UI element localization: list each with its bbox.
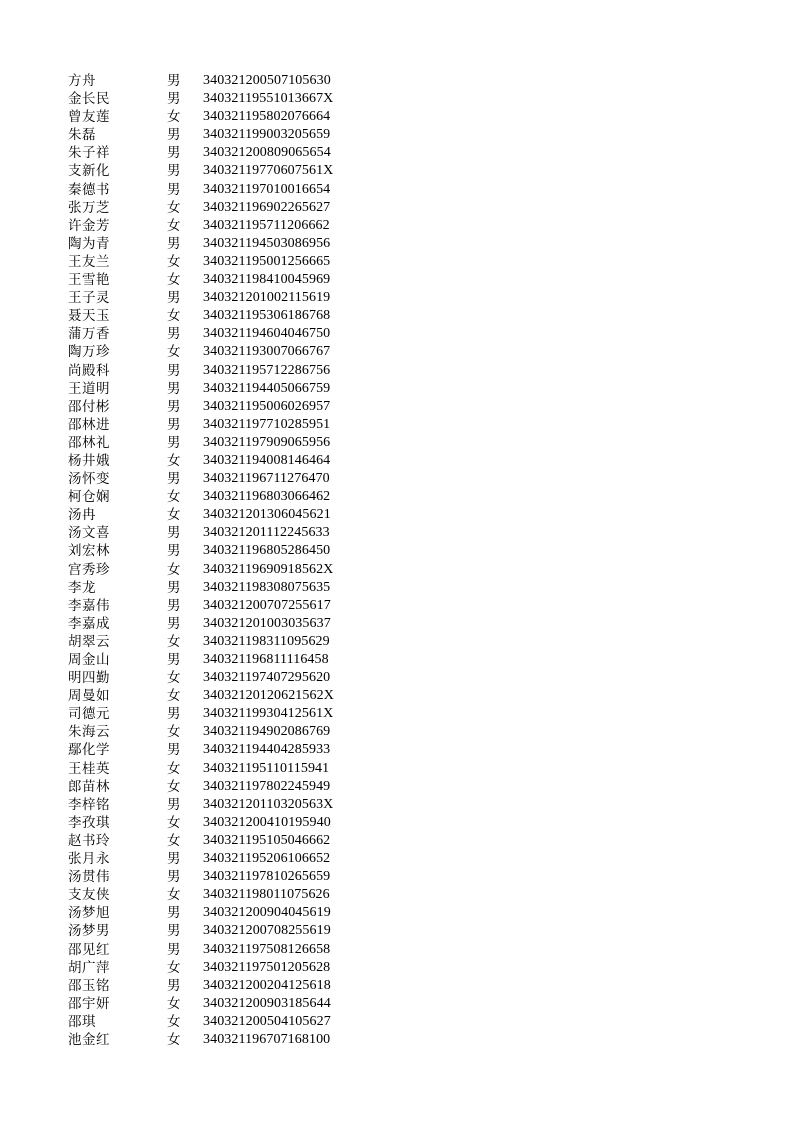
list-item <box>0 868 793 886</box>
person-id-number: 340321195105046662 <box>203 832 331 848</box>
list-item <box>0 416 793 434</box>
person-name: 邵林礼 <box>68 434 110 451</box>
person-id-number: 340321198308075635 <box>203 579 331 595</box>
list-item <box>0 723 793 741</box>
person-name: 宫秀珍 <box>68 561 110 578</box>
person-gender: 女 <box>167 760 181 777</box>
person-id-number: 340321200410195940 <box>203 814 331 830</box>
person-id-number: 340321198311095629 <box>203 633 330 649</box>
list-item <box>0 72 793 90</box>
person-id-number: 340321197802245949 <box>203 778 331 794</box>
person-id-number: 340321195712286756 <box>203 362 331 378</box>
person-name: 胡广萍 <box>68 959 110 976</box>
person-name: 赵书玲 <box>68 832 110 849</box>
person-gender: 女 <box>167 344 181 361</box>
person-name: 李孜琪 <box>68 814 110 831</box>
person-gender: 男 <box>167 742 181 759</box>
person-gender: 男 <box>167 652 181 668</box>
person-gender: 男 <box>167 615 181 632</box>
person-name: 汤贯伟 <box>68 869 110 886</box>
person-name: 王雪艳 <box>68 272 110 289</box>
person-gender: 男 <box>167 905 181 922</box>
list-item <box>0 633 793 651</box>
person-name: 杨井娥 <box>68 452 110 469</box>
person-id-number: 340321196707168100 <box>203 1031 331 1047</box>
person-gender: 男 <box>167 706 181 723</box>
person-name: 尚殿科 <box>68 362 110 379</box>
person-id-number: 340321194604046750 <box>203 326 331 342</box>
list-item <box>0 850 793 868</box>
list-item <box>0 1031 793 1049</box>
person-id-number: 340321196805286450 <box>203 543 331 559</box>
person-id-number: 340321197810265659 <box>203 869 331 885</box>
list-item <box>0 941 793 959</box>
person-name: 支友侠 <box>68 887 110 904</box>
list-item <box>0 398 793 416</box>
person-gender: 男 <box>167 398 181 415</box>
person-name: 王桂英 <box>68 760 110 777</box>
person-gender: 女 <box>167 778 181 795</box>
person-id-number: 340321201112245633 <box>203 525 330 541</box>
person-name: 王子灵 <box>68 290 110 307</box>
person-id-number: 340321200904045619 <box>203 905 331 921</box>
person-id-number: 340321195306186768 <box>203 308 331 324</box>
person-gender: 女 <box>167 308 181 325</box>
list-item <box>0 271 793 289</box>
person-id-number: 34032119690918562X <box>203 561 334 577</box>
list-item <box>0 741 793 759</box>
person-id-number: 340321195711206662 <box>203 217 330 233</box>
person-name: 许金芳 <box>68 217 110 234</box>
person-gender: 男 <box>167 163 181 180</box>
person-gender: 女 <box>167 724 181 741</box>
person-gender: 女 <box>167 109 181 126</box>
list-item <box>0 705 793 723</box>
list-item <box>0 832 793 850</box>
list-item <box>0 886 793 904</box>
list-item <box>0 542 793 560</box>
person-gender: 女 <box>167 489 181 506</box>
person-name: 汤冉 <box>68 507 96 524</box>
person-name: 汤梦旭 <box>68 905 110 922</box>
list-item <box>0 524 793 542</box>
person-gender: 男 <box>167 434 181 451</box>
person-name: 陶为青 <box>68 235 110 252</box>
person-gender: 男 <box>167 977 181 994</box>
person-name: 汤怀变 <box>68 471 110 488</box>
person-id-number: 340321200504105627 <box>203 1013 331 1029</box>
person-name: 支新化 <box>68 163 110 180</box>
person-id-number: 340321194008146464 <box>203 452 331 468</box>
list-item <box>0 814 793 832</box>
person-gender: 女 <box>167 199 181 216</box>
list-item <box>0 90 793 108</box>
person-name: 鄢化学 <box>68 742 110 759</box>
list-item <box>0 922 793 940</box>
list-item <box>0 778 793 796</box>
list-item <box>0 488 793 506</box>
person-gender: 男 <box>167 290 181 307</box>
person-id-number: 34032120110320563X <box>203 796 334 812</box>
person-id-number: 340321194902086769 <box>203 724 331 740</box>
person-id-number: 340321197909065956 <box>203 434 331 450</box>
person-id-number: 340321196902265627 <box>203 199 331 215</box>
person-id-number: 340321198410045969 <box>203 272 331 288</box>
person-name: 王友兰 <box>68 253 110 270</box>
list-item <box>0 796 793 814</box>
person-id-number: 340321194405066759 <box>203 380 331 396</box>
person-name: 张月永 <box>68 851 110 868</box>
list-item <box>0 760 793 778</box>
person-id-number: 34032119770607561X <box>203 163 334 179</box>
person-gender: 女 <box>167 688 181 705</box>
person-name: 郎苗林 <box>68 778 110 795</box>
person-gender: 女 <box>167 253 181 270</box>
list-item <box>0 597 793 615</box>
person-gender: 男 <box>167 869 181 886</box>
person-name: 朱海云 <box>68 724 110 741</box>
person-id-number: 340321195110115941 <box>203 760 330 776</box>
person-id-number: 340321197508126658 <box>203 941 331 957</box>
person-gender: 男 <box>167 235 181 252</box>
person-id-number: 340321197710285951 <box>203 416 331 432</box>
person-name: 明四勤 <box>68 670 110 687</box>
person-name: 周金山 <box>68 652 110 668</box>
person-gender: 女 <box>167 887 181 904</box>
person-gender: 女 <box>167 959 181 976</box>
person-id-number: 340321195001256665 <box>203 253 331 269</box>
person-name: 邵宇妍 <box>68 995 110 1012</box>
person-id-number: 340321198011075626 <box>203 887 330 903</box>
list-item <box>0 452 793 470</box>
person-gender: 女 <box>167 452 181 469</box>
person-gender: 男 <box>167 471 181 488</box>
person-id-number: 340321194404285933 <box>203 742 331 758</box>
person-gender: 女 <box>167 633 181 650</box>
list-item <box>0 434 793 452</box>
list-item <box>0 977 793 995</box>
person-id-number: 340321196711276470 <box>203 471 330 487</box>
list-item <box>0 253 793 271</box>
list-item <box>0 959 793 977</box>
person-id-number: 340321197501205628 <box>203 959 331 975</box>
list-item <box>0 561 793 579</box>
person-name: 金长民 <box>68 91 110 108</box>
list-item <box>0 615 793 633</box>
person-name: 李梓铭 <box>68 796 110 813</box>
person-list <box>0 72 793 1049</box>
person-id-number: 340321200707255617 <box>203 597 331 613</box>
person-gender: 男 <box>167 851 181 868</box>
person-gender: 女 <box>167 272 181 289</box>
person-gender: 女 <box>167 561 181 578</box>
person-gender: 女 <box>167 995 181 1012</box>
person-gender: 女 <box>167 1031 181 1048</box>
person-id-number: 340321201003035637 <box>203 615 331 631</box>
person-gender: 男 <box>167 525 181 542</box>
person-name: 王道明 <box>68 380 110 397</box>
person-gender: 男 <box>167 380 181 397</box>
person-id-number: 340321199003205659 <box>203 127 331 143</box>
list-item <box>0 904 793 922</box>
person-id-number: 340321194503086956 <box>203 235 331 251</box>
list-item <box>0 506 793 524</box>
person-name: 柯仓娴 <box>68 489 110 506</box>
person-name: 秦德书 <box>68 181 110 198</box>
person-id-number: 340321196811116458 <box>203 652 329 667</box>
person-gender: 女 <box>167 814 181 831</box>
person-id-number: 340321200903185644 <box>203 995 331 1011</box>
person-name: 汤梦男 <box>68 923 110 940</box>
list-item <box>0 199 793 217</box>
person-gender: 女 <box>167 1013 181 1030</box>
person-name: 司德元 <box>68 706 110 723</box>
person-gender: 男 <box>167 326 181 343</box>
person-id-number: 34032119551013667X <box>203 91 334 107</box>
person-id-number: 340321200708255619 <box>203 923 331 939</box>
person-gender: 女 <box>167 507 181 524</box>
list-item <box>0 362 793 380</box>
person-gender: 男 <box>167 127 181 144</box>
person-name: 邵琪 <box>68 1013 96 1030</box>
person-id-number: 340321197010016654 <box>203 181 331 197</box>
person-gender: 男 <box>167 73 181 89</box>
list-item <box>0 307 793 325</box>
person-name: 陶万珍 <box>68 344 110 361</box>
person-id-number: 340321201306045621 <box>203 507 331 523</box>
person-name: 胡翠云 <box>68 633 110 650</box>
person-name: 朱子祥 <box>68 145 110 162</box>
person-gender: 女 <box>167 217 181 234</box>
list-item <box>0 651 793 669</box>
list-item <box>0 579 793 597</box>
person-name: 朱磊 <box>68 127 96 144</box>
list-item <box>0 181 793 199</box>
person-id-number: 340321200507105630 <box>203 73 331 88</box>
person-name: 蒲万香 <box>68 326 110 343</box>
person-name: 邵玉铭 <box>68 977 110 994</box>
person-id-number: 34032120120621562X <box>203 688 334 704</box>
person-id-number: 340321197407295620 <box>203 670 331 686</box>
person-name: 池金红 <box>68 1031 110 1048</box>
person-gender: 男 <box>167 416 181 433</box>
person-gender: 男 <box>167 941 181 958</box>
person-name: 张万芝 <box>68 199 110 216</box>
person-gender: 女 <box>167 832 181 849</box>
person-gender: 男 <box>167 91 181 108</box>
person-name: 刘宏林 <box>68 543 110 560</box>
list-item <box>0 687 793 705</box>
person-name: 周曼如 <box>68 688 110 705</box>
list-item <box>0 1013 793 1031</box>
list-item <box>0 995 793 1013</box>
list-item <box>0 325 793 343</box>
person-name: 邵林进 <box>68 416 110 433</box>
person-name: 曾友莲 <box>68 109 110 126</box>
list-item <box>0 126 793 144</box>
person-id-number: 340321193007066767 <box>203 344 331 360</box>
person-id-number: 340321195802076664 <box>203 109 331 125</box>
person-gender: 男 <box>167 579 181 596</box>
person-gender: 女 <box>167 670 181 687</box>
list-item <box>0 162 793 180</box>
list-item <box>0 470 793 488</box>
list-item <box>0 343 793 361</box>
person-gender: 男 <box>167 597 181 614</box>
person-gender: 男 <box>167 543 181 560</box>
person-id-number: 340321196803066462 <box>203 489 331 505</box>
person-name: 汤文喜 <box>68 525 110 542</box>
person-id-number: 340321195206106652 <box>203 851 331 867</box>
person-gender: 男 <box>167 145 181 162</box>
person-id-number: 340321200809065654 <box>203 145 331 161</box>
person-name: 邵付彬 <box>68 398 110 415</box>
list-item <box>0 289 793 307</box>
person-id-number: 34032119930412561X <box>203 706 334 722</box>
person-gender: 男 <box>167 362 181 379</box>
list-item <box>0 217 793 235</box>
list-item <box>0 380 793 398</box>
list-item <box>0 108 793 126</box>
person-name: 李嘉伟 <box>68 597 110 614</box>
person-gender: 男 <box>167 181 181 198</box>
person-gender: 男 <box>167 923 181 940</box>
person-id-number: 340321200204125618 <box>203 977 331 993</box>
person-id-number: 340321195006026957 <box>203 398 331 414</box>
list-item <box>0 669 793 687</box>
person-name: 方舟 <box>68 73 96 89</box>
list-item <box>0 235 793 253</box>
person-id-number: 340321201002115619 <box>203 290 331 306</box>
person-gender: 男 <box>167 796 181 813</box>
person-name: 李嘉成 <box>68 615 110 632</box>
list-item <box>0 144 793 162</box>
person-name: 邵见红 <box>68 941 110 958</box>
person-name: 李龙 <box>68 579 96 596</box>
person-name: 聂天玉 <box>68 308 110 325</box>
